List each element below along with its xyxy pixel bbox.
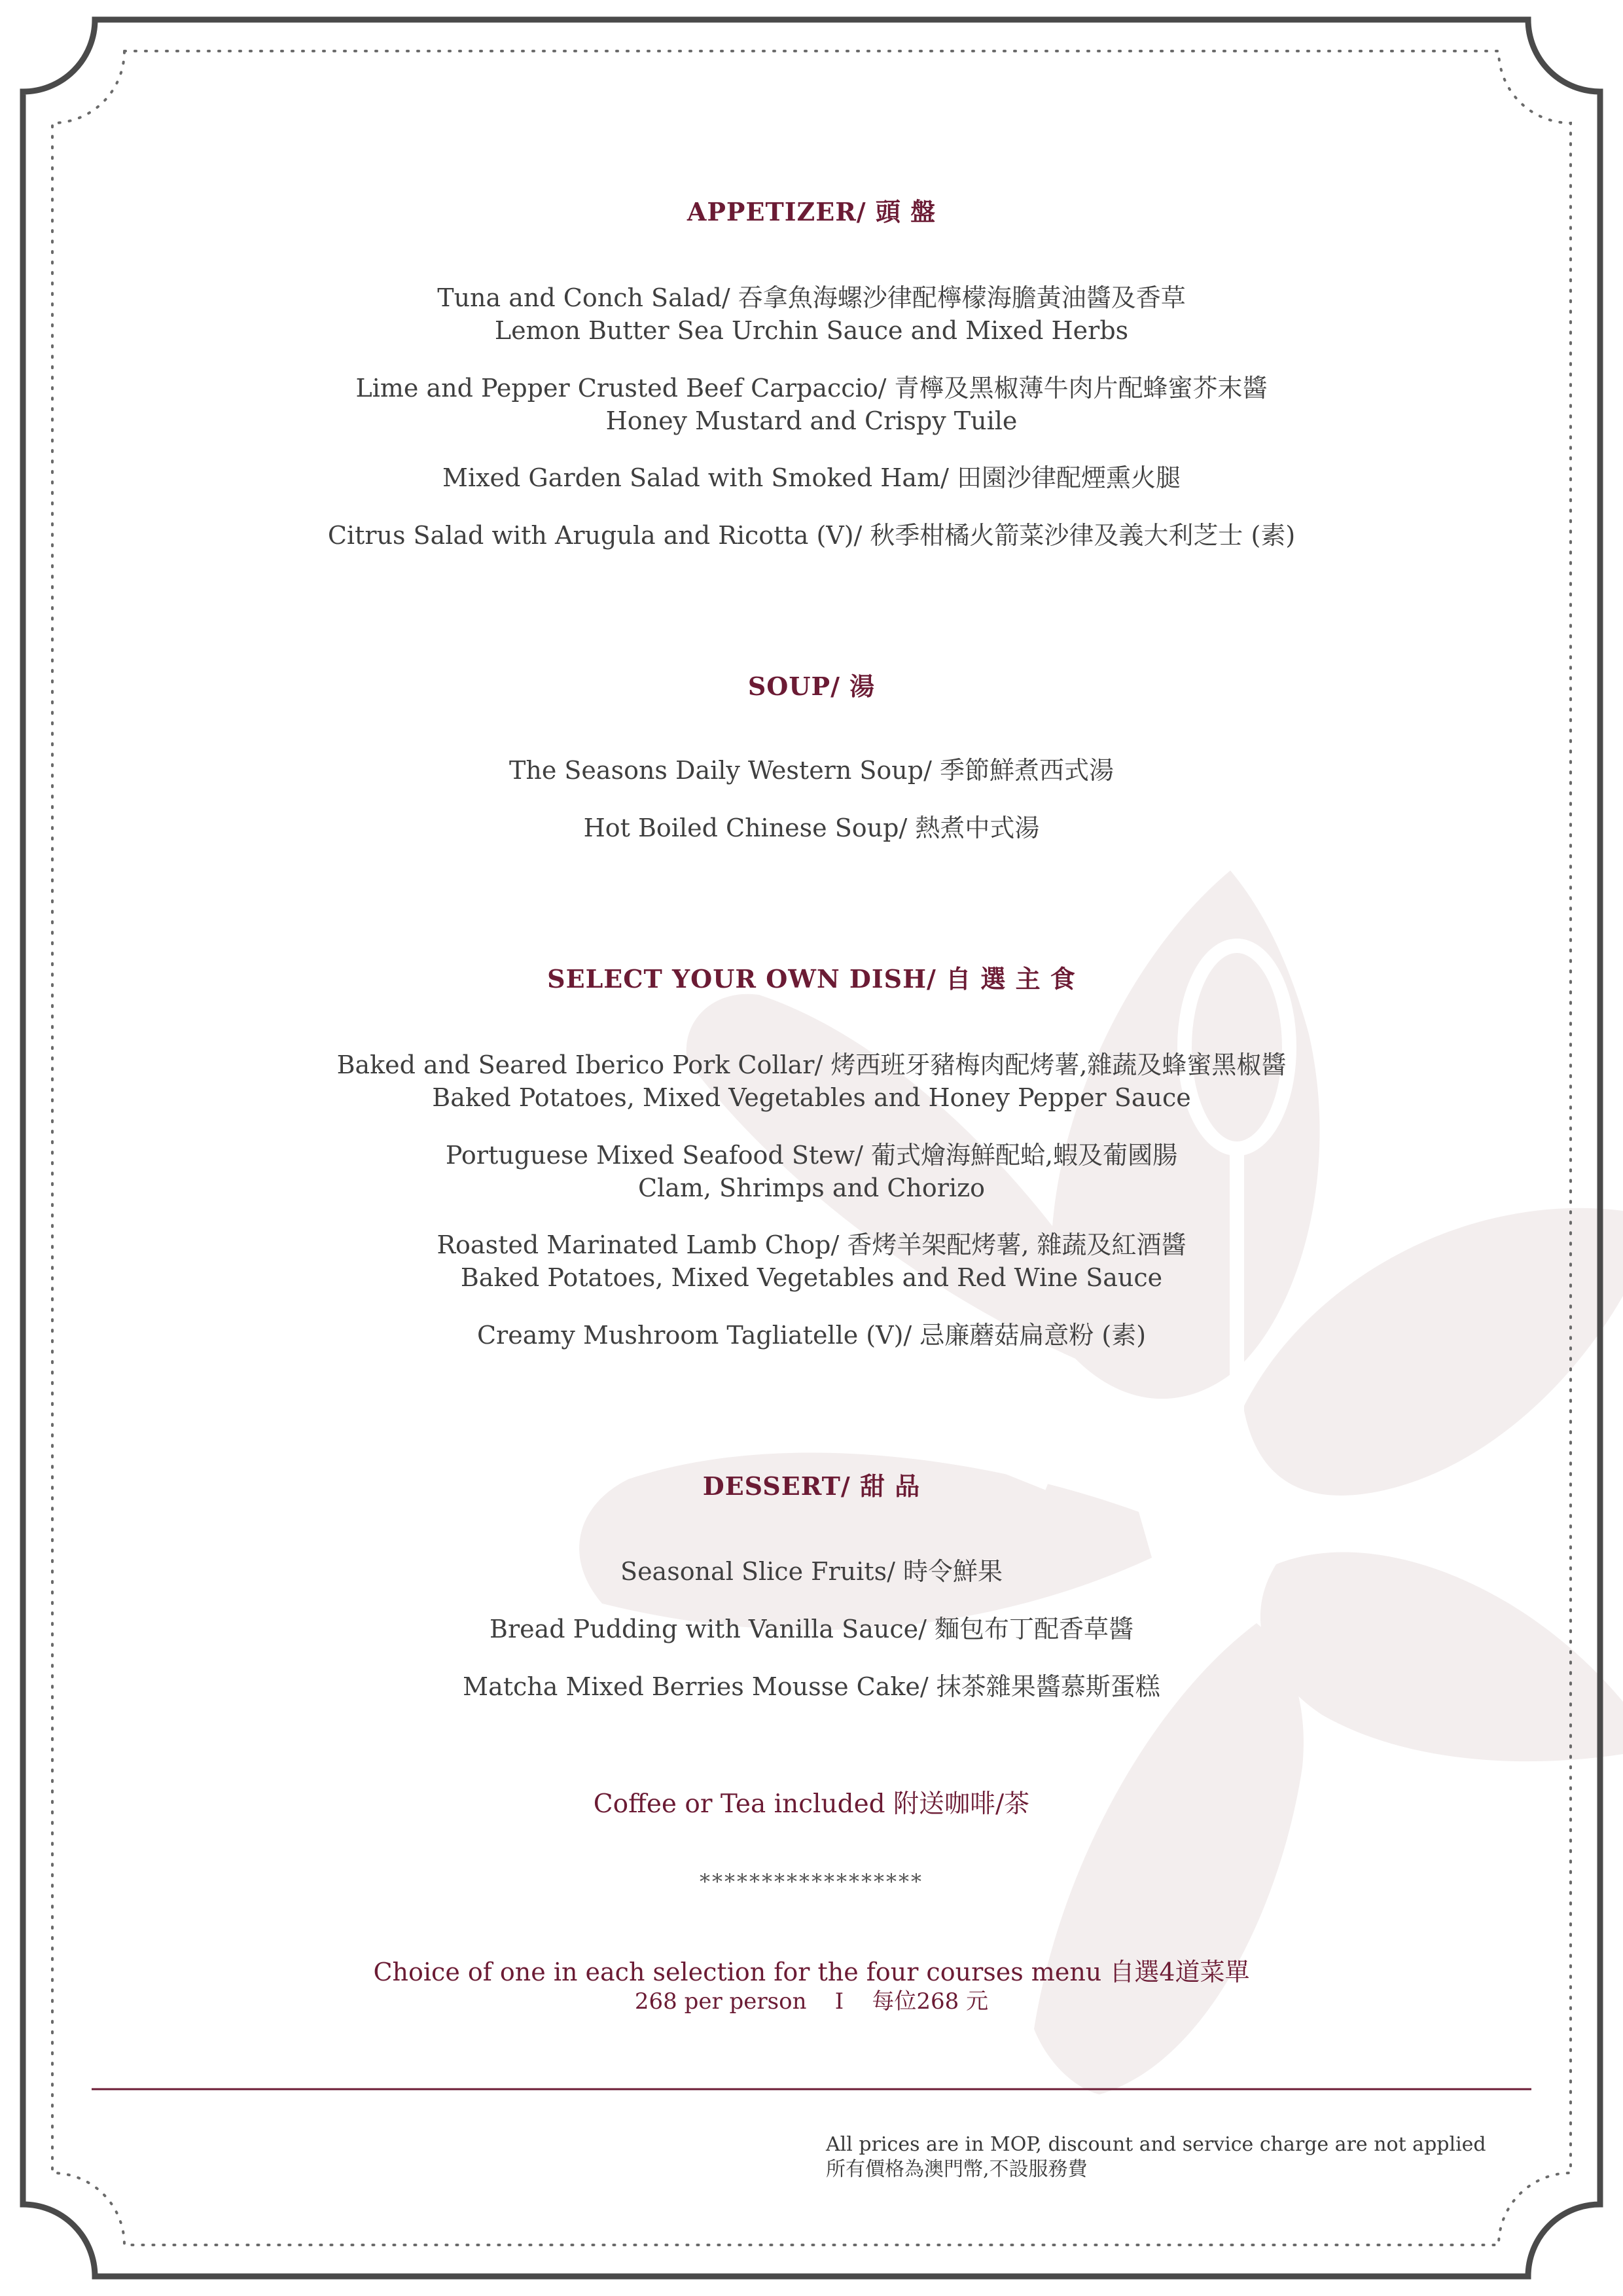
item-name: Roasted Marinated Lamb Chop/ 香烤羊架配烤薯, 雜蔬及紅酒醬 (437, 1230, 1186, 1259)
footer-english: All prices are in MOP, discount and service charge are not applied (826, 2133, 1486, 2156)
menu-item-western-soup (0, 754, 1623, 787)
menu-item-garden-salad (0, 461, 1623, 494)
item-name: Hot Boiled Chinese Soup/ 熱煮中式湯 (583, 814, 1040, 842)
menu-item-seafood-stew (0, 1139, 1623, 1204)
section-title-dessert: DESSERT/ 甜 品 (702, 1471, 921, 1501)
stars-divider: ****************** (700, 1869, 923, 1894)
item-name: Tuna and Conch Salad/ 吞拿魚海螺沙律配檸檬海膽黃油醬及香草 (437, 283, 1186, 312)
item-name: Lime and Pepper Crusted Beef Carpaccio/ 青檸及黑椒薄牛肉片配蜂蜜芥末醬 (355, 374, 1268, 403)
menu-item-bread-pudding (0, 1613, 1623, 1645)
item-name: Matcha Mixed Berries Mousse Cake/ 抹茶雜果醬慕斯蛋糕 (463, 1672, 1160, 1701)
menu-item-chinese-soup (0, 812, 1623, 844)
menu-item-fruits (0, 1555, 1623, 1588)
menu-item-beef-carpaccio (0, 372, 1623, 437)
item-name: Bread Pudding with Vanilla Sauce/ 麵包布丁配香草醬 (490, 1615, 1133, 1643)
menu-item-tuna-conch-salad (0, 281, 1623, 347)
item-name: Creamy Mushroom Tagliatelle (V)/ 忌廉蘑菇扁意粉 (素) (476, 1321, 1147, 1350)
price-per-person: 268 per person I 每位268 元 (634, 1988, 989, 2015)
footer-chinese: 所有價格為澳門幣,不設服務費 (826, 2158, 1088, 2181)
item-name: Baked and Seared Iberico Pork Collar/ 烤西班牙豬梅肉配烤薯,雜蔬及蜂蜜黑椒醬 (336, 1050, 1287, 1079)
item-name: Seasonal Slice Fruits/ 時令鮮果 (620, 1557, 1003, 1586)
menu-item-mushroom-tagliatelle (0, 1319, 1623, 1352)
section-title-main-dish: SELECT YOUR OWN DISH/ 自 選 主 食 (547, 964, 1076, 994)
item-name: Mixed Garden Salad with Smoked Ham/ 田園沙律配煙熏火腿 (442, 463, 1181, 492)
item-description: Lemon Butter Sea Urchin Sauce and Mixed Herbs (494, 316, 1129, 345)
menu-item-citrus-salad (0, 519, 1623, 552)
item-name: Citrus Salad with Arugula and Ricotta (V)/ 秋季柑橘火箭菜沙律及義大利芝士 (素) (327, 521, 1296, 550)
menu-item-matcha-cake (0, 1670, 1623, 1703)
item-description: Baked Potatoes, Mixed Vegetables and Honey Pepper Sauce (432, 1083, 1191, 1112)
footer-note (826, 2132, 1486, 2182)
menu-item-lamb-chop (0, 1229, 1623, 1294)
item-name: Portuguese Mixed Seafood Stew/ 葡式燴海鮮配蛤,蝦及葡國腸 (445, 1141, 1178, 1170)
section-title-appetizer: APPETIZER/ 頭 盤 (687, 197, 936, 226)
item-description: Baked Potatoes, Mixed Vegetables and Red Wine Sauce (460, 1263, 1163, 1292)
coffee-note: Coffee or Tea included 附送咖啡/茶 (593, 1789, 1030, 1819)
menu-choice-note: Choice of one in each selection for the four courses menu 自選4道菜單 (373, 1958, 1250, 1986)
section-title-soup: SOUP/ 湯 (747, 672, 876, 701)
menu-item-pork-collar (0, 1049, 1623, 1114)
item-name: The Seasons Daily Western Soup/ 季節鮮煮西式湯 (509, 756, 1114, 785)
item-description: Clam, Shrimps and Chorizo (637, 1174, 985, 1202)
item-description: Honey Mustard and Crispy Tuile (605, 406, 1018, 435)
